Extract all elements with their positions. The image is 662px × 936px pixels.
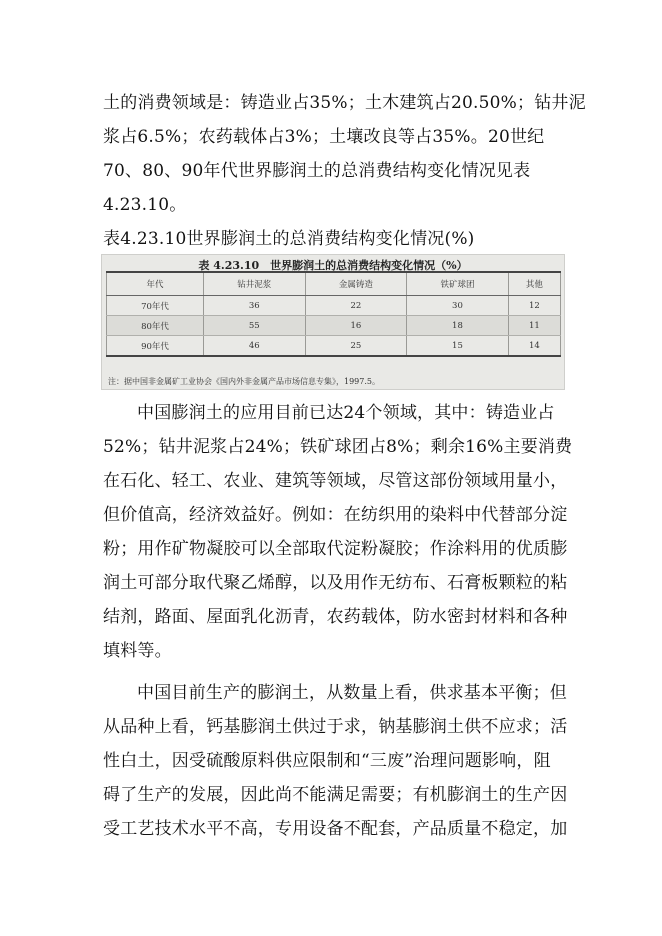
intro-line: 4.23.10。 <box>103 195 187 215</box>
header-cell: 铁矿球团 <box>407 272 509 296</box>
paragraph-line: 在石化、轻工、农业、建筑等领域，尽管这部份领域用量小， <box>103 471 568 491</box>
table-cell: 25 <box>305 336 407 357</box>
header-cell: 钻井泥浆 <box>204 272 306 296</box>
paragraph-line: 粉；用作矿物凝胶可以全部取代淀粉凝胶；作涂料用的优质膨 <box>103 539 568 559</box>
table-cell: 70年代 <box>107 296 204 316</box>
paragraph-line: 填料等。 <box>103 641 172 661</box>
scanned-table-title: 表 4.23.10 世界膨润土的总消费结构变化情况（%） <box>198 259 468 272</box>
table-cell: 15 <box>407 336 509 357</box>
paragraph-line: 受工艺技术水平不高，专用设备不配套，产品质量不稳定，加 <box>103 819 568 839</box>
scanned-table-image <box>101 254 565 390</box>
intro-line: 土的消费领域是：铸造业占35%；土木建筑占20.50%；钻井泥 <box>103 93 586 113</box>
intro-line: 浆占6.5%；农药载体占3%；土壤改良等占35%。20世纪 <box>103 127 545 147</box>
paragraph-line: 从品种上看，钙基膨润土供过于求，钠基膨润土供不应求；活 <box>103 717 568 737</box>
table-row <box>107 296 561 316</box>
table-cell: 16 <box>305 316 407 336</box>
paragraph-line: 润土可部分取代聚乙烯醇，以及用作无纺布、石膏板颗粒的粘 <box>103 573 568 593</box>
table-cell: 36 <box>204 296 306 316</box>
table-cell: 30 <box>407 296 509 316</box>
consumption-table <box>106 271 561 357</box>
table-cell: 22 <box>305 296 407 316</box>
table-cell: 55 <box>204 316 306 336</box>
table-caption: 表4.23.10世界膨润土的总消费结构变化情况(%) <box>103 229 475 249</box>
table-cell: 11 <box>508 316 560 336</box>
paragraph-line: 中国目前生产的膨润土，从数量上看，供求基本平衡；但 <box>137 683 567 703</box>
table-cell: 12 <box>508 296 560 316</box>
header-cell: 年代 <box>107 272 204 296</box>
header-cell: 其他 <box>508 272 560 296</box>
paragraph-line: 但价值高，经济效益好。例如：在纺织用的染料中代替部分淀 <box>103 505 568 525</box>
header-cell: 金属铸造 <box>305 272 407 296</box>
table-cell: 90年代 <box>107 336 204 357</box>
paragraph-line: 碍了生产的发展，因此尚不能满足需要；有机膨润土的生产因 <box>103 785 568 805</box>
paragraph-line: 结剂，路面、屋面乳化沥青，农药载体，防水密封材料和各种 <box>103 607 568 627</box>
table-note: 注：据中国非金属矿工业协会《国内外非金属产品市场信息专集》，1997.5。 <box>108 377 380 386</box>
paragraph-line: 性白土，因受硫酸原料供应限制和“三废”治理问题影响，阻 <box>103 751 551 771</box>
table-cell: 18 <box>407 316 509 336</box>
table-cell: 46 <box>204 336 306 357</box>
table-cell: 80年代 <box>107 316 204 336</box>
table-cell: 14 <box>508 336 560 357</box>
paragraph-line: 52%；钻井泥浆占24%；铁矿球团占8%；剩余16%主要消费 <box>103 437 573 457</box>
intro-line: 70、80、90年代世界膨润土的总消费结构变化情况见表 <box>103 161 531 181</box>
table-row <box>107 316 561 336</box>
paragraph-line: 中国膨润土的应用目前已达24个领域，其中：铸造业占 <box>137 403 555 423</box>
table-row <box>107 336 561 357</box>
